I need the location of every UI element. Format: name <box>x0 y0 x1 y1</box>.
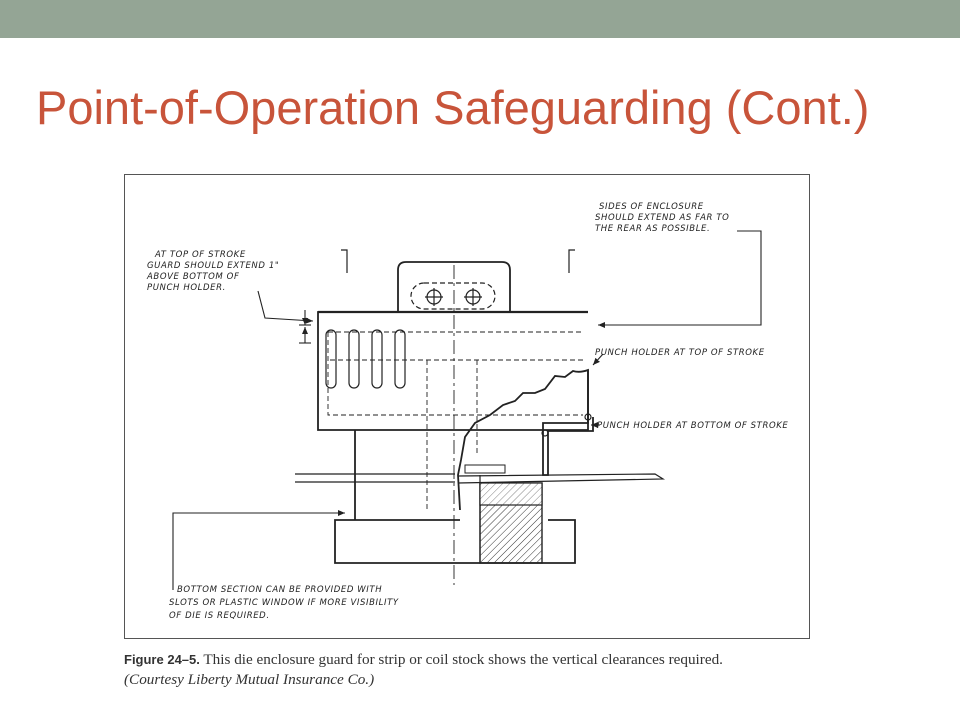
caption-label: Figure 24–5. <box>124 652 200 667</box>
rear-bracket-left <box>341 250 347 273</box>
callout-sides-2: SHOULD EXTEND AS FAR TO <box>595 213 730 223</box>
callout-top-1: AT TOP OF STROKE <box>155 250 246 260</box>
die-enclosure-figure <box>124 174 810 639</box>
slide-title: Point-of-Operation Safeguarding (Cont.) <box>36 81 870 134</box>
enclosure-step <box>543 370 593 475</box>
caption-text: This die enclosure guard for strip or coil stock shows the vertical clearances required. <box>203 651 723 668</box>
die-enclosure-drawing <box>125 175 809 638</box>
callout-bottom-2: SLOTS OR PLASTIC WINDOW IF MORE VISIBILITY <box>169 598 399 608</box>
callout-sides-1: SIDES OF ENCLOSURE <box>599 202 704 212</box>
strip-stock <box>295 474 663 483</box>
sides-leader <box>598 231 761 325</box>
callout-bottom-1: BOTTOM SECTION CAN BE PROVIDED WITH <box>177 585 383 595</box>
callout-sides-3: THE REAR AS POSSIBLE. <box>595 224 711 234</box>
top-accent-bar <box>0 0 960 38</box>
figure-caption <box>124 650 844 690</box>
callout-punch-top: PUNCH HOLDER AT TOP OF STROKE <box>595 348 765 358</box>
die-block-hatched <box>480 483 542 563</box>
callout-bottom-3: OF DIE IS REQUIRED. <box>169 611 270 621</box>
rear-bracket-right <box>569 250 575 273</box>
callout-top-2: GUARD SHOULD EXTEND 1" <box>147 261 280 271</box>
caption-credit: (Courtesy Liberty Mutual Insurance Co.) <box>124 671 375 688</box>
slot-2 <box>349 330 359 388</box>
lug-slot <box>411 283 495 309</box>
caption-line <box>124 650 844 670</box>
slot-3 <box>372 330 382 388</box>
callout-punch-bottom: PUNCH HOLDER AT BOTTOM OF STROKE <box>597 421 789 431</box>
callout-top-3: ABOVE BOTTOM OF <box>147 272 240 282</box>
callout-top-4: PUNCH HOLDER. <box>147 283 226 293</box>
bottom-section-leader <box>173 513 345 590</box>
slot-1 <box>326 330 336 388</box>
slot-4 <box>395 330 405 388</box>
